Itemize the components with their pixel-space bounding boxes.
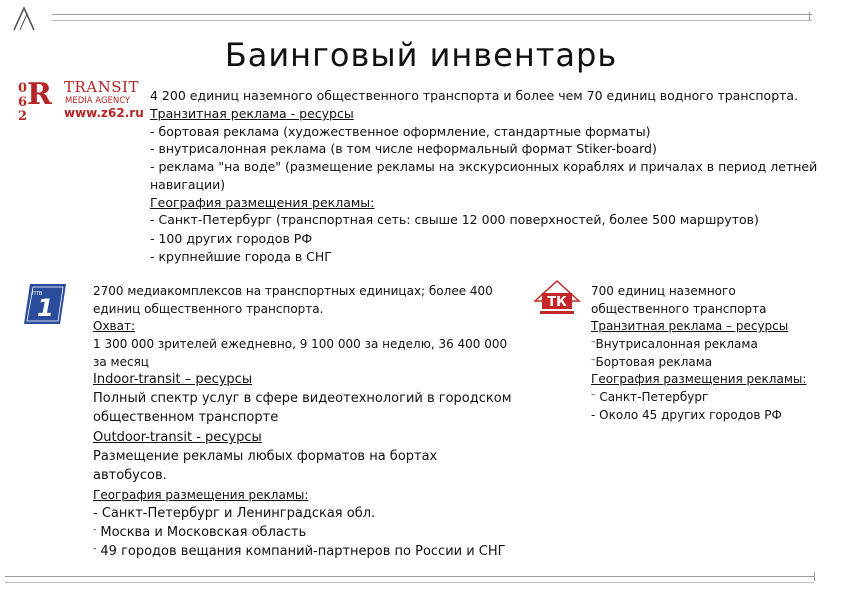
transit-logo-url[interactable]: www.z62.ru (64, 106, 144, 120)
blue-reach-heading: Охват: (93, 319, 136, 333)
blue-outdoor-heading: Outdoor-transit - ресурсы (93, 430, 262, 445)
blue-line-7: общественном транспорте (93, 410, 279, 425)
blue-indoor-heading: Indoor-transit – ресурсы (93, 372, 253, 387)
blue-line-9: Размещение рекламы любых форматов на бортах (93, 449, 438, 464)
transit-line-7: - Санкт-Петербург (транспортная сеть: свыше 12 000 поверхностей, более 500 маршрутов) (150, 212, 759, 227)
bullet-icon: – (591, 390, 596, 400)
blue-line-12: - Санкт-Петербург и Ленинградская обл. (93, 506, 376, 521)
bottom-rule (5, 576, 814, 583)
tk-line-4-wrap (591, 356, 712, 368)
blue-line-3: 1 300 000 зрителей ежедневно, 9 100 000 за неделю, 36 400 000 (93, 337, 508, 351)
tk-line-0: 700 единиц наземного (591, 284, 736, 298)
bullet-icon: – (591, 355, 596, 365)
tk-resources-heading: Транзитная реклама – ресурсы (591, 319, 789, 333)
blue-line-13-wrap (93, 526, 306, 539)
transit-logo-agency: MEDIA AGENCY (65, 96, 131, 106)
blue-geo-heading: География размещения рекламы: (93, 488, 309, 502)
blue-line-6: Полный спектр услуг в сфере видеотехнологий в городском (93, 391, 512, 406)
svg-text:0: 0 (18, 81, 28, 96)
transit-geo-heading: География размещения рекламы: (150, 195, 375, 210)
svg-text:1: 1 (37, 294, 54, 322)
svg-text:R: R (27, 78, 52, 112)
blue-line-14: 49 городов вещания компаний-партнеров по России и СНГ (100, 544, 506, 559)
svg-text:2: 2 (18, 109, 28, 122)
transit-line-0: 4 200 единиц наземного общественного транспорта и более чем 70 единиц водного транспорта. (150, 88, 799, 103)
blue-line-13: Москва и Московская область (100, 525, 307, 540)
tk-line-3: Внутрисалонная реклама (595, 337, 758, 351)
blue-line-4: за месяц (93, 355, 149, 369)
tk-line-7: - Около 45 других городов РФ (591, 408, 782, 422)
tk-line-6: Санкт-Петербург (599, 390, 709, 404)
blue-line-0: 2700 медиакомплексов на транспортных единицах; более 400 (93, 284, 493, 298)
tk-line-6-wrap (591, 391, 708, 403)
transit-line-3: - внутрисалонная реклама (в том числе неформальный формат Stiker-board) (150, 141, 657, 156)
transit-resources-heading: Транзитная реклама - ресурсы (150, 106, 354, 121)
bullet-icon: – (591, 337, 596, 347)
transit-line-9: - крупнейшие города в СНГ (150, 249, 332, 264)
svg-text:ТК: ТК (547, 295, 567, 310)
blue-line-10: автобусов. (93, 468, 167, 483)
bottom-rule-end (814, 572, 815, 581)
transit-media-agency-logo (18, 78, 144, 122)
svg-text:6: 6 (18, 95, 28, 110)
top-rule-end (809, 12, 810, 20)
tk-logo (532, 279, 582, 317)
tk-line-3-wrap (591, 338, 758, 350)
top-rule (52, 14, 812, 21)
first-channel-logo (22, 282, 68, 326)
svg-text:ПТВ: ПТВ (32, 291, 43, 297)
blue-line-14-wrap (93, 545, 506, 558)
tk-line-4: Бортовая реклама (595, 355, 713, 369)
transit-line-5: навигации) (150, 177, 226, 192)
bullet-icon: - (93, 544, 97, 554)
tk-geo-heading: География размещения рекламы: (591, 372, 807, 386)
tk-line-1: общественного транспорта (591, 302, 767, 316)
transit-line-4: - реклама "на воде" (размещение рекламы на экскурсионных кораблях и причалах в период летней (150, 159, 818, 174)
bullet-icon: - (93, 525, 97, 535)
transit-logo-name: TRANSIT (64, 78, 139, 96)
blue-line-1: единиц общественного транспорта. (93, 302, 324, 316)
page-title: Баинговый инвентарь (224, 36, 618, 74)
corner-logo-icon (12, 6, 40, 32)
transit-line-2: - бортовая реклама (художественное оформление, стандартные форматы) (150, 124, 651, 139)
transit-line-8: - 100 других городов РФ (150, 231, 313, 246)
